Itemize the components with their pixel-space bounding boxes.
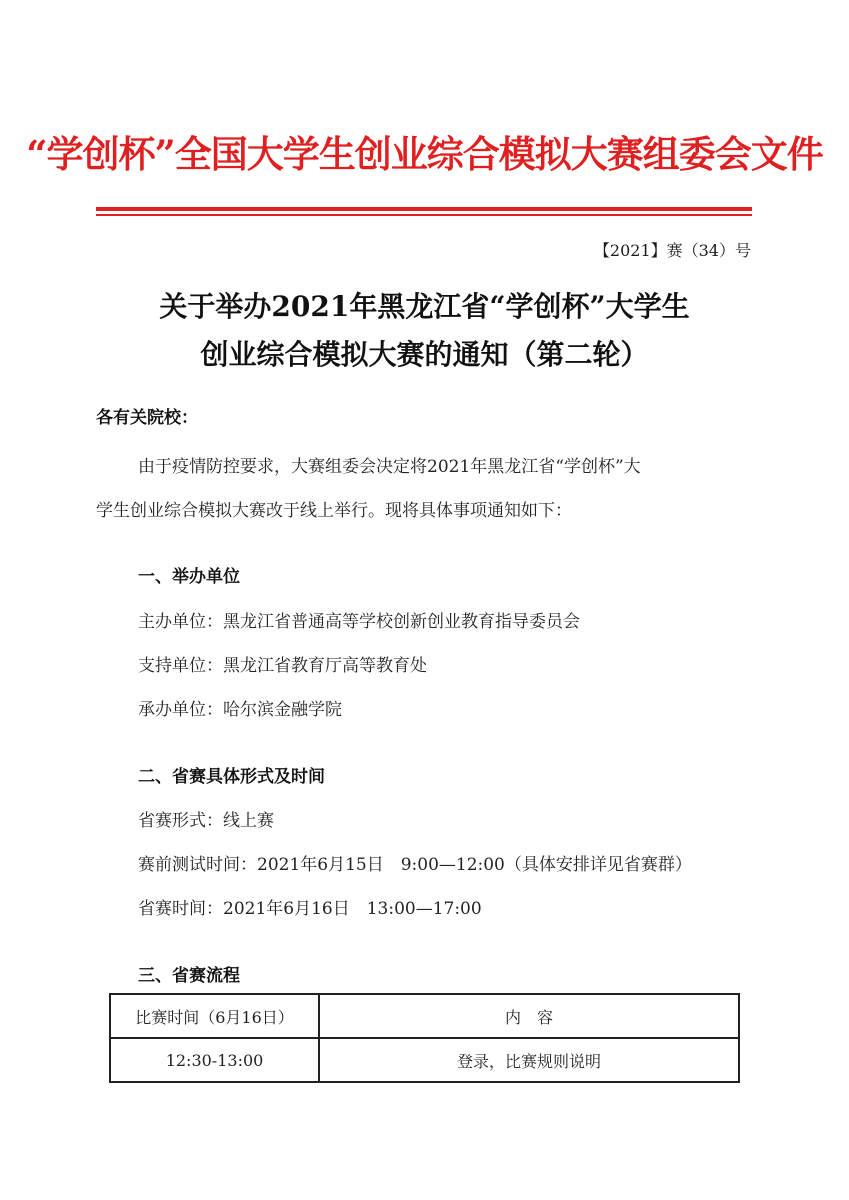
table-header-row bbox=[110, 994, 739, 1038]
pretest-time-line: 赛前测试时间：2021年6月15日 9:00—12:00（具体安排详见省赛群） bbox=[138, 855, 692, 875]
header-divider-thin bbox=[96, 214, 752, 216]
organizer-line: 主办单位：黑龙江省普通高等学校创新创业教育指导委员会 bbox=[138, 612, 580, 632]
table-row bbox=[110, 1038, 739, 1082]
table-cell-content: 登录，比赛规则说明 bbox=[319, 1038, 739, 1082]
table-cell-time: 12:30-13:00 bbox=[110, 1038, 319, 1082]
header-divider-thick bbox=[96, 207, 752, 211]
host-line: 承办单位：哈尔滨金融学院 bbox=[138, 700, 342, 720]
section-1-heading: 一、举办单位 bbox=[138, 567, 240, 587]
document-header-title: “学创杯”全国大学生创业综合模拟大赛组委会文件 bbox=[26, 132, 823, 176]
supporter-line: 支持单位：黑龙江省教育厅高等教育处 bbox=[138, 656, 427, 676]
section-2-heading: 二、省赛具体形式及时间 bbox=[138, 767, 325, 787]
competition-format-line: 省赛形式：线上赛 bbox=[138, 811, 274, 831]
table-header-content: 内 容 bbox=[319, 994, 739, 1038]
competition-time-line: 省赛时间：2021年6月16日 13:00—17:00 bbox=[138, 899, 482, 919]
schedule-table bbox=[109, 993, 740, 1083]
notice-title-line-1: 关于举办2021年黑龙江省“学创杯”大学生 bbox=[159, 290, 690, 323]
table-header-time: 比赛时间（6月16日） bbox=[110, 994, 319, 1038]
intro-paragraph-line-2: 学生创业综合模拟大赛改于线上举行。现将具体事项通知如下： bbox=[96, 501, 572, 521]
intro-paragraph-line-1: 由于疫情防控要求，大赛组委会决定将2021年黑龙江省“学创杯”大 bbox=[138, 457, 641, 477]
salutation: 各有关院校： bbox=[96, 408, 198, 428]
section-3-heading: 三、省赛流程 bbox=[138, 966, 240, 986]
notice-title-line-2: 创业综合模拟大赛的通知（第二轮） bbox=[200, 338, 649, 371]
document-number: 【2021】赛（34）号 bbox=[593, 241, 751, 260]
